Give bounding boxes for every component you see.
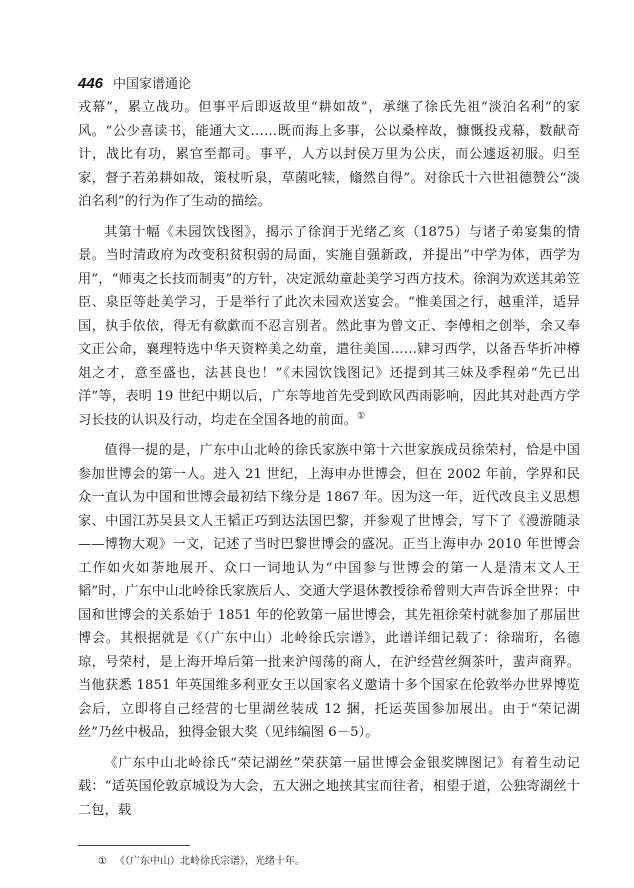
paragraph-text: 其第十幅《未园饮饯图》，揭示了徐润于光绪乙亥（1875）与诸子弟宴集的情景。当时清政府为改变积贫积弱的局面，实施自强新政，并提出“中学为体，西学为用”，“师夷之长技而制夷”的方针，决定派幼童赴美学习西方技术。徐润为欢送其弟笠臣、泉臣等赴美学习，于是举行了此次未园欢送宴会。“惟美国之行，越重洋，适异国，执手依依，得无有欷歔而不忍言别者。然此事为曾文正、李傅相之创举，余又奉文正公命，襄理特选中华天资粹美之幼童，遣往美国……肄习西学，以备吾华折冲樽俎之才，意至盛也，法甚良也！”《未园饮饯图记》还提到其三妹及季程弟“先已出洋”等，表明 19 世纪中期以后，广东等地首先受到欧风西雨影响，因此其对赴西方学习长技的认识及行动，均走在全国各地的前面。 [78, 224, 580, 428]
running-header [78, 73, 191, 92]
footnote-text: 《（广东中山）北岭徐氏宗谱》，光绪十年。 [114, 856, 305, 867]
paragraph-text: 戎幕”，累立战功。但事平后即返故里“耕如故”，承继了徐氏先祖“淡泊名利”的家风。“公少喜读书，能通大文……既而海上多事，公以桑梓故，慷慨投戎幕，数献奇计，战比有功，累官至都司。事平，人方以封侯万里为公庆，而公遽返初服。归至家，督子若弟耕如故，策杖听泉，草菌叱犊，翛然自得”。对徐氏十六世祖德赞公“淡泊名利”的行为作了生动的描绘。 [78, 100, 580, 209]
body-text [78, 96, 580, 829]
page-number: 446 [78, 75, 104, 92]
paragraph [78, 96, 580, 214]
paragraph [78, 439, 580, 745]
footnote [98, 855, 305, 869]
footnote-marker: ① [98, 856, 107, 867]
footnote-divider [78, 845, 190, 846]
paragraph [78, 221, 580, 433]
paragraph-text: 值得一提的是，广东中山北岭的徐氏家族中第十六世家族成员徐荣村，恰是中国参加世博会的第一人。进入 21 世纪，上海申办世博会，但在 2002 年前，学界和民众一直认为中国和世博会最初结下缘分是 1867 年。因为这一年，近代改良主义思想家、中国江苏吴县文人王韬正巧到达法国巴黎，并参观了世博会，写下了《漫游随录——博物大观》一文，记述了当时巴黎世博会的盛况。正当上海申办 2010 年世博会工作如火如荼地展开、众口一词地认为“中国参与世博会的第一人是清末文人王韬”时，广东中山北岭徐氏家族后人、交通大学退休教授徐希曾则大声告诉全世界：中国和世博会的关系始于 1851 年的伦敦第一届世博会，其先祖徐荣村就参加了那届世博会。其根据就是《（广东中山）北岭徐氏宗谱》，此谱详细记载了：徐瑞珩，名德琼，号荣村，是上海开埠后第一批来沪闯荡的商人，在沪经营丝绸茶叶，蜚声商界。当他获悉 1851 年英国维多利亚女王以国家名义邀请十多个国家在伦敦举办世界博览会后，立即将自己经营的七里湖丝装成 12 捆，托运英国参加展出。由于“荣记湖丝”乃丝中极品，独得金银大奖（见纬编图 6－5）。 [78, 443, 580, 740]
book-title: 中国家谱通论 [113, 77, 192, 92]
footnote-reference[interactable]: ① [357, 411, 366, 422]
paragraph [78, 752, 580, 823]
paragraph-text: 《广东中山北岭徐氏“荣记湖丝”荣获第一届世博会金银奖牌图记》有着生动记载：“适英国伦敦京城设为大会，五大洲之地挟其宝而往者，相望于道，公独寄湖丝十二包，载 [78, 755, 580, 818]
